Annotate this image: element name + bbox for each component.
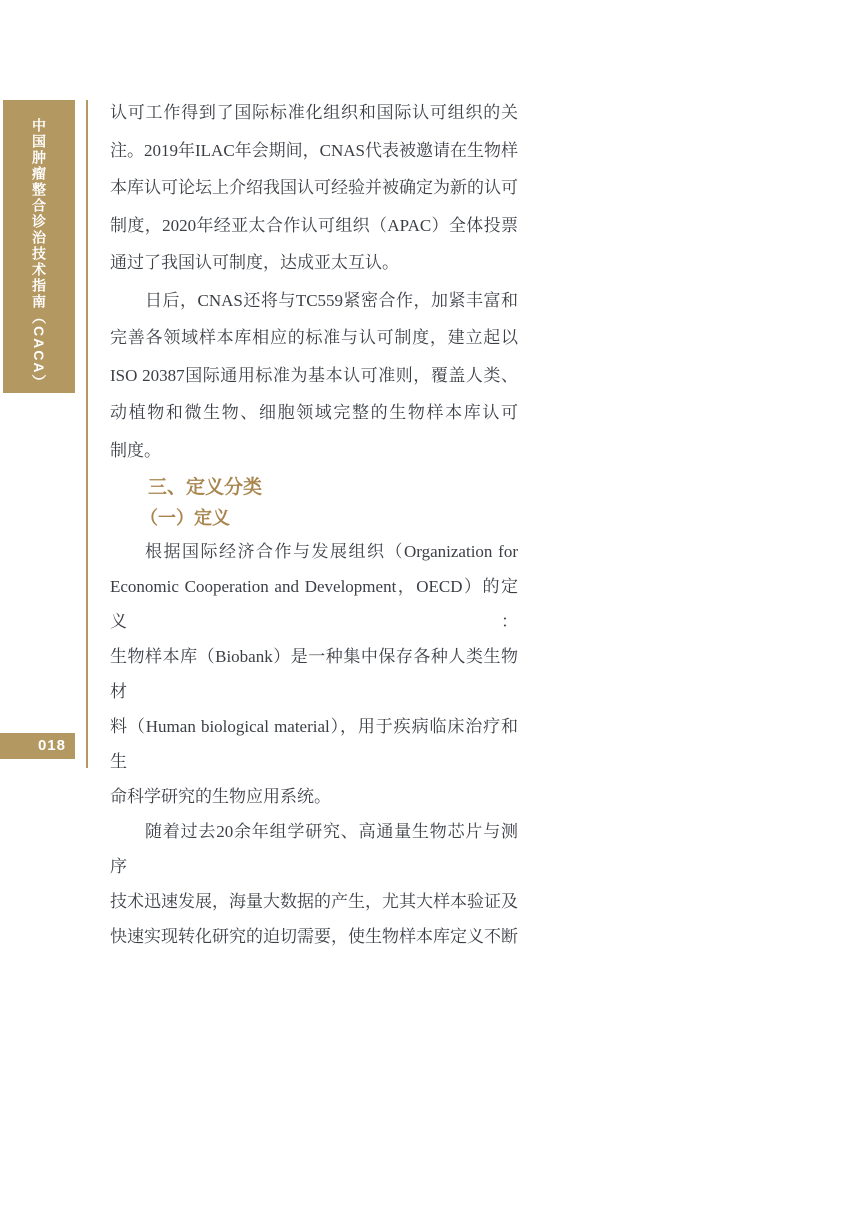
text-line: 命科学研究的生物应用系统。 — [110, 787, 331, 806]
sidebar-title-box — [3, 100, 75, 393]
subsection-heading: （一）定义 — [140, 508, 230, 528]
text-line: 通过了我国认可制度，达成亚太互认。 — [110, 253, 399, 272]
text-line: 制度。 — [110, 440, 161, 460]
text-line: 完善各领域样本库相应的标准与认可制度，建立起以 — [110, 328, 518, 347]
book-title-vertical: 中国肿瘤整合诊治技术指南（CACA） — [31, 118, 47, 391]
text-line: 制度，2020年经亚太合作认可组织（APAC）全体投票 — [110, 215, 518, 235]
text-line: 本库认可论坛上介绍我国认可经验并被确定为新的认可 — [110, 178, 518, 197]
paragraph — [110, 534, 518, 814]
paragraph — [110, 814, 518, 954]
sidebar-rule — [86, 100, 88, 768]
text-line: 注。2019年ILAC年会期间，CNAS代表被邀请在生物样 — [110, 140, 519, 160]
paragraph — [110, 282, 518, 470]
text-line: 生物样本库（Biobank）是一种集中保存各种人类生物材 — [110, 647, 518, 701]
page-number-badge: 018 — [0, 733, 75, 759]
text-line: 随着过去20余年组学研究、高通量生物芯片与测序 — [110, 822, 518, 876]
text-line: 快速实现转化研究的迫切需要，使生物样本库定义不断 — [110, 927, 518, 946]
text-line: 动植物和微生物、细胞领域完整的生物样本库认可 — [110, 403, 518, 422]
text-line: 日后，CNAS还将与TC559紧密合作，加紧丰富和 — [145, 290, 518, 310]
text-line: 料（Human biological material），用于疾病临床治疗和生 — [110, 717, 518, 771]
text-column — [110, 94, 518, 954]
section-heading: 三、定义分类 — [148, 477, 263, 498]
text-line: Economic Cooperation and Development，OECD）的定义： — [110, 577, 518, 631]
paragraph — [110, 94, 518, 282]
text-line: 技术迅速发展，海量大数据的产生，尤其大样本验证及 — [110, 892, 518, 911]
text-line: 根据国际经济合作与发展组织（Organization for — [145, 542, 518, 561]
text-line: ISO 20387国际通用标准为基本认可准则，覆盖人类、 — [110, 365, 518, 385]
text-line: 认可工作得到了国际标准化组织和国际认可组织的关 — [110, 103, 518, 122]
